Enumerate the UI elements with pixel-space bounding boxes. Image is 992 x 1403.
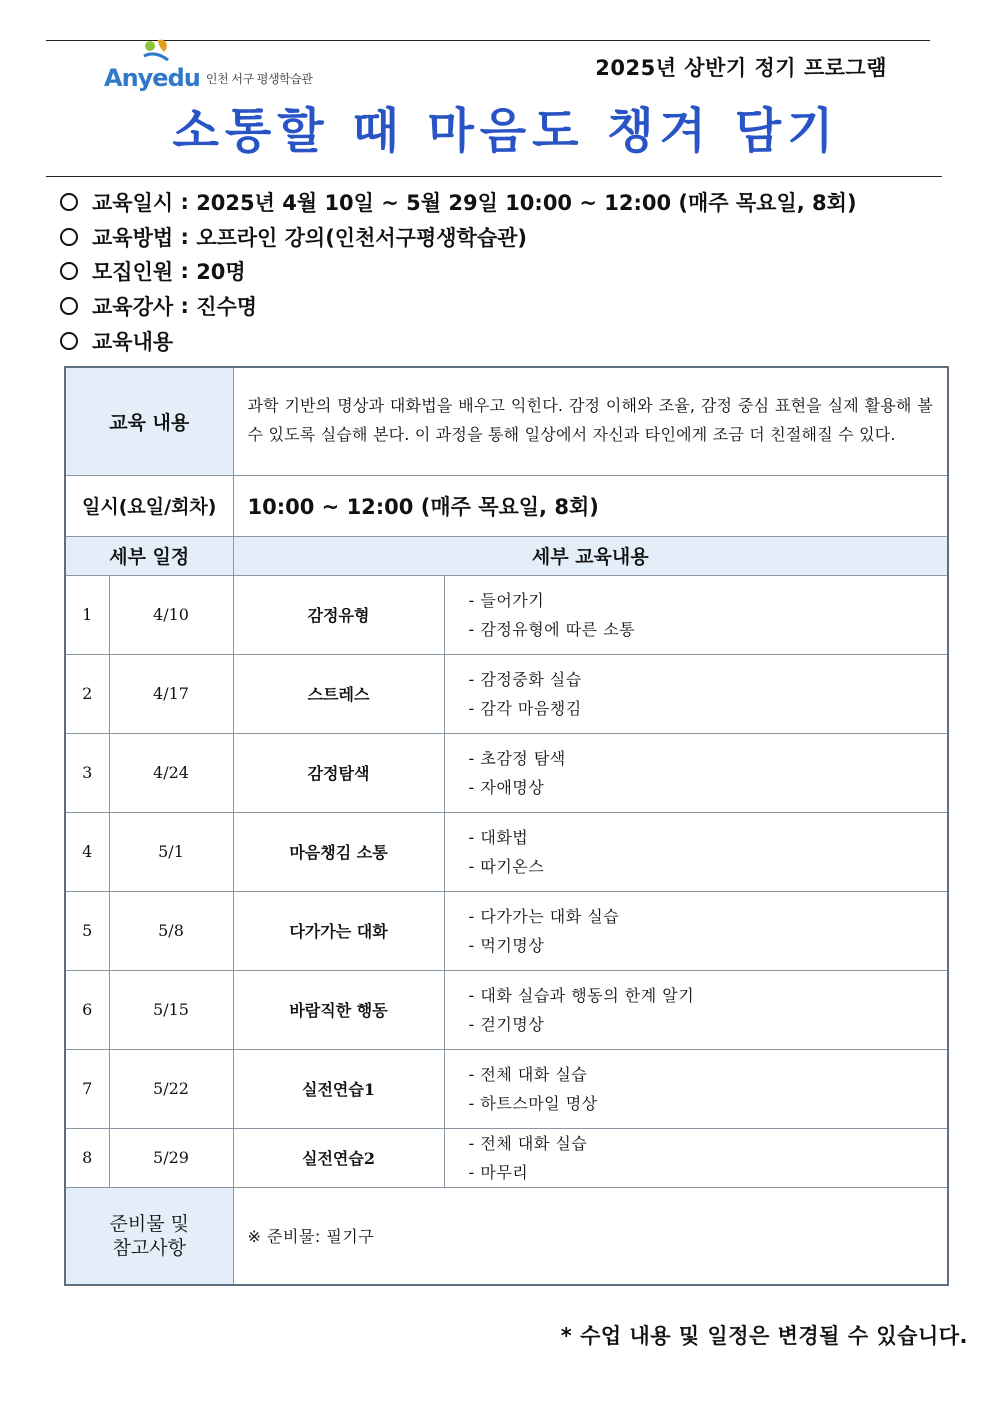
circle-bullet-icon [60,262,78,280]
info-key: 교육강사 [92,295,174,320]
info-key: 교육일시 [92,191,174,216]
info-value: 진수명 [196,295,258,320]
detail-line: - 하트스마일 명상 [468,1093,598,1113]
session-topic: 실전연습1 [233,1049,444,1128]
info-value: 오프라인 강의(인천서구평생학습관) [196,225,527,250]
session-number: 1 [65,575,109,654]
detail-line: - 다가가는 대화 실습 [468,906,620,926]
session-number: 2 [65,654,109,733]
content-row [65,367,948,475]
session-number: 8 [65,1128,109,1187]
info-item-date [58,185,857,220]
logo-figure-icon [140,38,174,68]
change-notice: * 수업 내용 및 일정은 변경될 수 있습니다. [560,1324,968,1348]
prep-row [65,1187,948,1285]
detail-line: - 들어가기 [468,590,545,610]
table-row [65,1049,948,1128]
detail-line: - 전체 대화 실습 [468,1064,588,1084]
detail-header: 세부 교육내용 [233,536,948,575]
detail-line: - 감정중화 실습 [468,669,582,689]
session-date: 5/15 [109,970,233,1049]
anyedu-logo [104,44,312,90]
info-separator: : [173,294,197,319]
table-row [65,812,948,891]
session-topic: 바람직한 행동 [233,970,444,1049]
info-list [58,185,857,358]
info-key: 모집인원 [92,260,174,285]
session-date: 5/8 [109,891,233,970]
session-details [444,654,948,733]
session-details [444,575,948,654]
prep-label-line: 준비물 및 [109,1212,189,1235]
session-date: 5/29 [109,1128,233,1187]
curriculum-table [64,366,949,1286]
session-number: 5 [65,891,109,970]
circle-bullet-icon [60,332,78,350]
session-topic: 마음챙김 소통 [233,812,444,891]
table-row [65,654,948,733]
session-details [444,891,948,970]
schedule-header-row [65,536,948,575]
table-row [65,733,948,812]
prep-label [65,1187,233,1285]
session-number: 3 [65,733,109,812]
session-topic: 감정탐색 [233,733,444,812]
info-key: 교육방법 [92,225,174,250]
detail-line: - 초감정 탐색 [468,748,566,768]
session-date: 5/1 [109,812,233,891]
circle-bullet-icon [60,228,78,246]
content-text: 과학 기반의 명상과 대화법을 배우고 익힌다. 감정 이해와 조율, 감정 중심 표현을 실제 활용해 볼 수 있도록 실습해 본다. 이 과정을 통해 일상에서 자신과 타인에게 조금 더 친절해질 수 있다. [233,367,948,475]
session-details [444,733,948,812]
session-topic: 감정유형 [233,575,444,654]
detail-line: - 대화 실습과 행동의 한계 알기 [468,985,695,1005]
content-label: 교육 내용 [65,367,233,475]
info-separator: : [173,190,197,215]
logo-wordmark: Anyedu [104,64,200,92]
session-details [444,1049,948,1128]
table-row [65,891,948,970]
detail-line: - 먹기명상 [468,935,545,955]
info-separator: : [173,224,197,249]
detail-line: - 감정유형에 따른 소통 [468,619,636,639]
detail-line: - 마무리 [468,1162,529,1182]
session-date: 4/24 [109,733,233,812]
program-label: 2025년 상반기 정기 프로그램 [595,56,887,80]
time-row [65,475,948,536]
session-topic: 스트레스 [233,654,444,733]
info-separator: : [173,259,197,284]
detail-line: - 자애명상 [468,777,545,797]
time-label: 일시(요일/회차) [65,475,233,536]
info-value: 2025년 4월 10일 ~ 5월 29일 10:00 ~ 12:00 (매주 목요일, 8회) [196,191,857,216]
session-number: 6 [65,970,109,1049]
info-item-content [58,323,857,358]
circle-bullet-icon [60,297,78,315]
session-date: 4/17 [109,654,233,733]
time-value: 10:00 ~ 12:00 (매주 목요일, 8회) [233,475,948,536]
session-number: 4 [65,812,109,891]
info-item-instructor [58,289,857,324]
detail-line: - 전체 대화 실습 [468,1133,588,1153]
prep-value: ※ 준비물: 필기구 [233,1187,948,1285]
table-row [65,970,948,1049]
table-row [65,1128,948,1187]
schedule-header: 세부 일정 [65,536,233,575]
session-date: 4/10 [109,575,233,654]
info-key: 교육내용 [92,329,174,354]
session-date: 5/22 [109,1049,233,1128]
session-topic: 다가가는 대화 [233,891,444,970]
session-topic: 실전연습2 [233,1128,444,1187]
session-details [444,812,948,891]
detail-line: - 따기온스 [468,856,545,876]
top-rule [46,40,930,41]
session-details [444,970,948,1049]
table-row [65,575,948,654]
detail-line: - 감각 마음챙김 [468,698,582,718]
info-item-capacity [58,254,857,289]
detail-line: - 걷기명상 [468,1014,545,1034]
prep-label-line: 참고사항 [112,1236,186,1259]
detail-line: - 대화법 [468,827,529,847]
title-rule [46,176,942,177]
session-details [444,1128,948,1187]
logo-subtitle: 인천 서구 평생학습관 [205,72,313,86]
page-title: 소통할 때 마음도 챙겨 담기 [172,103,840,159]
session-number: 7 [65,1049,109,1128]
circle-bullet-icon [60,193,78,211]
info-value: 20명 [196,260,246,285]
info-item-method [58,220,857,255]
